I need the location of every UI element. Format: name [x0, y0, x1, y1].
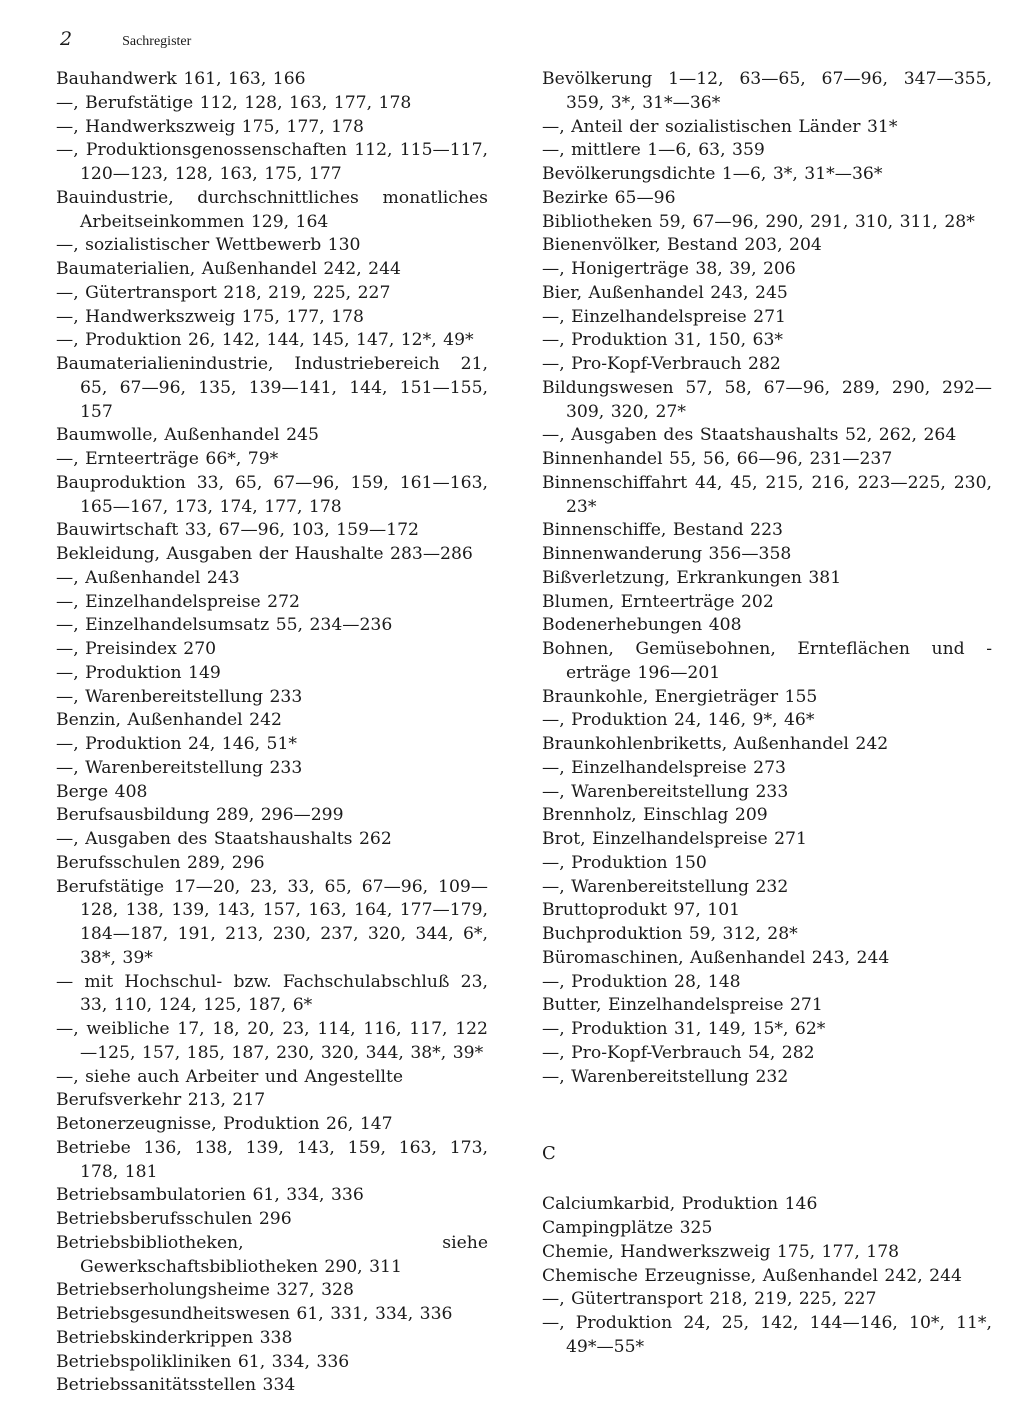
index-entry: Buchproduktion 59, 312, 28*: [542, 924, 798, 944]
index-entry: Berufsverkehr 213, 217: [56, 1090, 266, 1111]
index-entry: Calciumkarbid, Produktion 146: [542, 1194, 818, 1215]
index-entry: Betriebsberufsschulen 296: [56, 1209, 292, 1229]
index-entry: —, Gütertransport 218, 219, 225, 227: [56, 282, 391, 303]
index-entry: Binnenschiffahrt 44, 45, 215, 216, 223—225, 230, 23*: [542, 472, 992, 517]
index-entry: —, Produktion 31, 150, 63*: [542, 330, 784, 351]
index-entry: —, Produktionsgenossenschaften 112, 115—117, 120—123, 128, 163, 175, 177: [56, 140, 488, 184]
index-entry: Betriebskinderkrippen 338: [56, 1327, 293, 1348]
index-entry: —, Honigerträge 38, 39, 206: [542, 259, 796, 279]
index-entry: —, Warenbereitstellung 233: [56, 686, 303, 707]
index-entry: Braunkohle, Energieträger 155: [542, 686, 818, 707]
index-entry: Bauhandwerk 161, 163, 166: [56, 69, 306, 89]
index-entry: —, mittlere 1—6, 63, 359: [542, 140, 765, 161]
index-entry: —, Ausgaben des Staatshaushalts 262: [56, 829, 392, 849]
index-entry: Baumaterialien, Außenhandel 242, 244: [56, 259, 401, 279]
left-index-column: [56, 68, 488, 1398]
right-index-column: [542, 68, 992, 1360]
index-entry: —, Produktion 28, 148: [542, 971, 741, 992]
section-letter-c: C: [542, 1143, 556, 1165]
index-entry: Berufsausbildung 289, 296—299: [56, 805, 344, 826]
index-entry: —, Produktion 24, 146, 51*: [56, 734, 298, 754]
index-entry: —, Warenbereitstellung 233: [56, 757, 303, 778]
index-entry: Betriebserholungsheime 327, 328: [56, 1280, 354, 1301]
index-entry: Chemie, Handwerkszweig 175, 177, 178: [542, 1241, 900, 1262]
index-entry: Betriebsambulatorien 61, 334, 336: [56, 1185, 364, 1206]
index-entry: Baumaterialienindustrie, Industriebereich 21, 65, 67—96, 135, 139—141, 144, 151—155, 157: [56, 354, 488, 422]
index-entry: Betriebssanitätsstellen 334: [56, 1375, 296, 1396]
index-entry: Bienenvölker, Bestand 203, 204: [542, 235, 822, 256]
index-entry: Blumen, Ernteerträge 202: [542, 591, 774, 612]
index-entry: —, Berufstätige 112, 128, 163, 177, 178: [56, 92, 412, 113]
index-entry: Campingplätze 325: [542, 1218, 713, 1238]
index-entry: Bauproduktion 33, 65, 67—96, 159, 161—163, 165—167, 173, 174, 177, 178: [56, 472, 488, 517]
index-entry: —, Einzelhandelspreise 273: [542, 757, 786, 778]
index-entry: —, Preisindex 270: [56, 639, 217, 659]
index-entry: —, Warenbereitstellung 232: [542, 876, 789, 897]
index-entry: Bauindustrie, durchschnittliches monatliches Arbeitseinkommen 129, 164: [56, 187, 488, 232]
index-entry: —, Außenhandel 243: [56, 567, 240, 588]
index-entry: Brot, Einzelhandelspreise 271: [542, 829, 807, 849]
index-entry: Bodenerhebungen 408: [542, 615, 742, 636]
index-entry: Berufsschulen 289, 296: [56, 852, 265, 873]
index-entry: Betriebspolikliniken 61, 334, 336: [56, 1351, 350, 1372]
index-entry: Bevölkerung 1—12, 63—65, 67—96, 347—355, 359, 3*, 31*—36*: [542, 69, 992, 113]
index-entry: —, weibliche 17, 18, 20, 23, 114, 116, 117, 122—125, 157, 185, 187, 230, 320, 344, 38*, 39*: [56, 1019, 488, 1063]
index-entry: —, Produktion 24, 25, 142, 144—146, 10*, 11*, 49*—55*: [542, 1313, 992, 1357]
index-entry: Brennholz, Einschlag 209: [542, 805, 768, 826]
page-number: 2: [60, 28, 73, 50]
index-entry: Binnenwanderung 356—358: [542, 544, 792, 564]
index-entry: —, Anteil der sozialistischen Länder 31*: [542, 116, 898, 137]
index-entry: Berufstätige 17—20, 23, 33, 65, 67—96, 109—128, 138, 139, 143, 157, 163, 164, 177—179, 184—187, 191, 213, 230, 237, 320, 344, 6*, 38*, 39*: [56, 876, 488, 968]
index-entry: Betriebe 136, 138, 139, 143, 159, 163, 173, 178, 181: [56, 1137, 488, 1182]
index-entry: —, Produktion 31, 149, 15*, 62*: [542, 1019, 826, 1039]
index-entry: Bekleidung, Ausgaben der Haushalte 283—286: [56, 544, 473, 564]
index-entry: Bißverletzung, Erkrankungen 381: [542, 567, 842, 588]
index-entry: —, Gütertransport 218, 219, 225, 227: [542, 1289, 877, 1310]
index-entry: Büromaschinen, Außenhandel 243, 244: [542, 947, 890, 968]
index-entry: —, Pro-Kopf-Verbrauch 282: [542, 354, 781, 374]
index-entry: Bier, Außenhandel 243, 245: [542, 282, 788, 303]
index-entry: —, Pro-Kopf-Verbrauch 54, 282: [542, 1042, 815, 1063]
index-entry: Bauwirtschaft 33, 67—96, 103, 159—172: [56, 520, 419, 541]
index-entry: Bevölkerungsdichte 1—6, 3*, 31*—36*: [542, 164, 883, 184]
index-entry: Betriebsgesundheitswesen 61, 331, 334, 336: [56, 1304, 453, 1324]
index-entry: Betriebsbibliotheken, siehe Gewerkschaftsbibliotheken 290, 311: [56, 1232, 488, 1277]
index-entry: —, Handwerkszweig 175, 177, 178: [56, 116, 364, 137]
index-entry: — mit Hochschul- bzw. Fachschulabschluß 23, 33, 110, 124, 125, 187, 6*: [56, 971, 488, 1016]
index-entry: Bezirke 65—96: [542, 187, 676, 208]
index-entry: Binnenschiffe, Bestand 223: [542, 520, 783, 541]
index-entry: —, Einzelhandelsumsatz 55, 234—236: [56, 615, 393, 636]
index-entry: —, Handwerkszweig 175, 177, 178: [56, 306, 364, 327]
index-entry: Bildungswesen 57, 58, 67—96, 289, 290, 292—309, 320, 27*: [542, 377, 992, 422]
index-entry: Binnenhandel 55, 56, 66—96, 231—237: [542, 449, 893, 469]
index-entry: —, Produktion 150: [542, 852, 707, 873]
index-entry: Bohnen, Gemüsebohnen, Ernteflächen und -erträge 196—201: [542, 639, 992, 683]
index-entry: Braunkohlenbriketts, Außenhandel 242: [542, 734, 889, 754]
index-entry: —, Ernteerträge 66*, 79*: [56, 449, 279, 469]
index-entry: Butter, Einzelhandelspreise 271: [542, 995, 823, 1016]
index-entry: —, sozialistischer Wettbewerb 130: [56, 235, 361, 256]
index-entry: Bruttoprodukt 97, 101: [542, 900, 741, 921]
running-head: Sachregister: [122, 34, 192, 49]
index-entry: —, Produktion 149: [56, 662, 221, 683]
index-entry: Bibliotheken 59, 67—96, 290, 291, 310, 311, 28*: [542, 211, 975, 232]
index-entry: Betonerzeugnisse, Produktion 26, 147: [56, 1114, 393, 1134]
index-entry: —, Warenbereitstellung 232: [542, 1066, 789, 1087]
index-entry: Chemische Erzeugnisse, Außenhandel 242, 244: [542, 1265, 962, 1286]
index-entry: Benzin, Außenhandel 242: [56, 710, 282, 731]
index-entry: Baumwolle, Außenhandel 245: [56, 425, 319, 446]
index-entry: —, Produktion 24, 146, 9*, 46*: [542, 710, 815, 731]
index-entry: —, Warenbereitstellung 233: [542, 781, 789, 802]
index-entry: Berge 408: [56, 781, 148, 802]
page-header: [60, 28, 191, 54]
index-entry: —, Produktion 26, 142, 144, 145, 147, 12*, 49*: [56, 330, 474, 351]
index-entry: —, Ausgaben des Staatshaushalts 52, 262, 264: [542, 425, 957, 446]
index-entry: —, Einzelhandelspreise 272: [56, 591, 300, 612]
index-entry: —, siehe auch Arbeiter und Angestellte: [56, 1066, 404, 1087]
index-entry: —, Einzelhandelspreise 271: [542, 306, 786, 327]
c-entries: [542, 1193, 992, 1359]
b-entries-continued: [542, 68, 992, 1089]
